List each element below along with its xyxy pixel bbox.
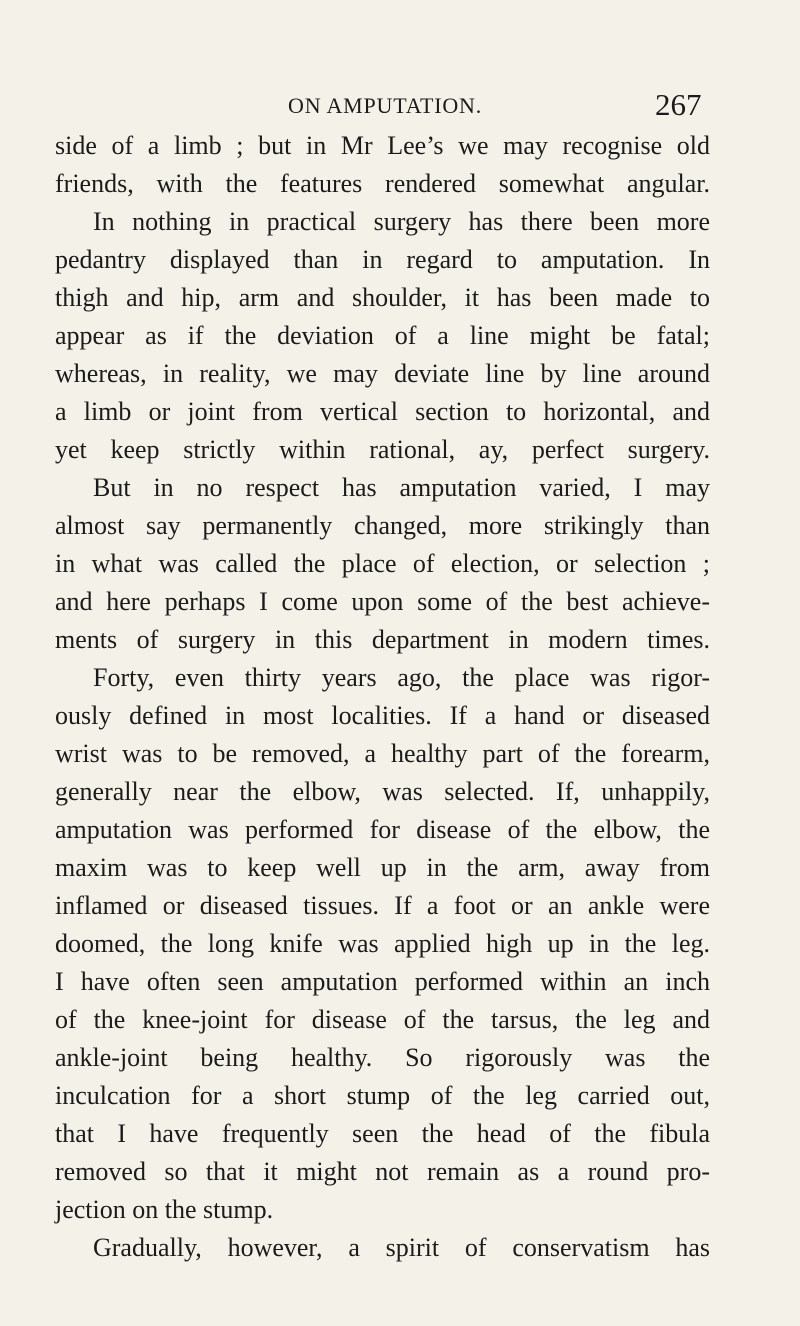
text-line: generally near the elbow, was selected. If, unhappily, [55, 777, 710, 806]
paragraph-start-line: Forty, even thirty years ago, the place was rigor- [93, 663, 710, 692]
paragraph-start-line: In nothing in practical surgery has there been more [93, 207, 710, 236]
text-line: inflamed or diseased tissues. If a foot or an ankle were [55, 891, 710, 920]
text-line: thigh and hip, arm and shoulder, it has been made to [55, 283, 710, 312]
text-line: appear as if the deviation of a line might be fatal; [55, 321, 710, 350]
text-line: whereas, in reality, we may deviate line by line around [55, 359, 710, 388]
running-head [0, 89, 800, 123]
text-line: amputation was performed for disease of the elbow, the [55, 815, 710, 844]
text-line: friends, with the features rendered somewhat angular. [55, 169, 710, 198]
text-line: maxim was to keep well up in the arm, away from [55, 853, 710, 882]
text-line: of the knee-joint for disease of the tarsus, the leg and [55, 1005, 710, 1034]
page-title: ON AMPUTATION. [288, 93, 482, 118]
paragraph-end-line: jection on the stump. [55, 1195, 274, 1224]
text-line: a limb or joint from vertical section to horizontal, and [55, 397, 710, 426]
text-line: and here perhaps I come upon some of the best achieve- [55, 587, 710, 616]
text-line: side of a limb ; but in Mr Lee’s we may recognise old [55, 131, 710, 160]
text-line: ankle-joint being healthy. So rigorously was the [55, 1043, 710, 1072]
text-line: removed so that it might not remain as a round pro- [55, 1157, 710, 1186]
text-line: ments of surgery in this department in modern times. [55, 625, 710, 654]
text-line: ously defined in most localities. If a hand or diseased [55, 701, 710, 730]
body-text [55, 127, 710, 1267]
text-line: in what was called the place of election, or selection ; [55, 549, 710, 578]
page-number: 267 [655, 87, 702, 122]
text-line: I have often seen amputation performed within an inch [55, 967, 710, 996]
paragraph-start-line: But in no respect has amputation varied, I may [93, 473, 710, 502]
text-line: pedantry displayed than in regard to amputation. In [55, 245, 710, 274]
text-line: almost say permanently changed, more strikingly than [55, 511, 710, 540]
text-line: yet keep strictly within rational, ay, perfect surgery. [55, 435, 710, 464]
paragraph-start-line: Gradually, however, a spirit of conservatism has [93, 1233, 710, 1262]
text-line: wrist was to be removed, a healthy part of the forearm, [55, 739, 710, 768]
text-line: inculcation for a short stump of the leg carried out, [55, 1081, 710, 1110]
text-line: that I have frequently seen the head of the fibula [55, 1119, 710, 1148]
text-line: doomed, the long knife was applied high up in the leg. [55, 929, 710, 958]
